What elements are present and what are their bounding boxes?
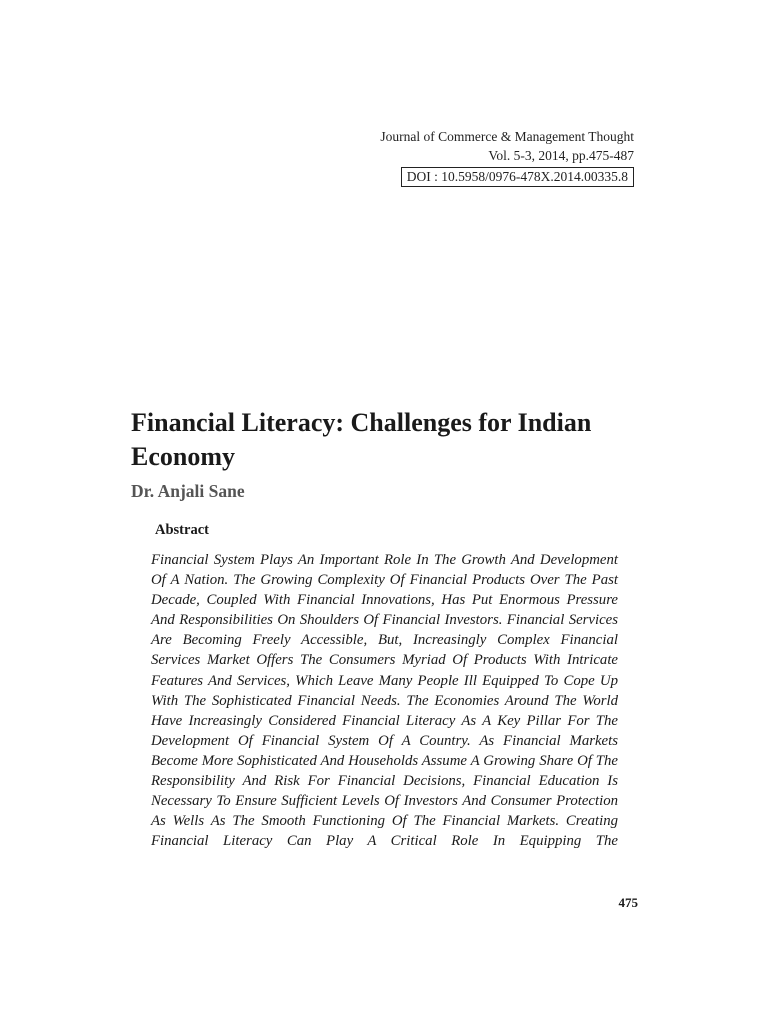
volume-info: Vol. 5-3, 2014, pp.475-487 xyxy=(488,148,634,163)
journal-header xyxy=(380,127,634,187)
page-number: 475 xyxy=(618,895,638,910)
article-title: Financial Literacy: Challenges for Indian Economy xyxy=(131,408,592,471)
doi-box: DOI : 10.5958/0976-478X.2014.00335.8 xyxy=(401,167,634,187)
abstract-heading: Abstract xyxy=(155,522,209,538)
abstract-body: Financial System Plays An Important Role In The Growth And Development Of A Nation. The Growing Complexity Of Financial Products Over The Past Decade, Coupled With Financial Innovations, Has Put Enormous Pressure And Responsibilities On Shoulders Of Financial Investors. Financial Services Are Becoming Freely Accessible, But, Increasingly Complex Financial Services Market Offers The Consumers Myriad Of Products With Intricate Features And Services, Which Leave Many People Ill Equipped To Cope Up With The Sophisticated Financial Needs. The Economies Around The World Have Increasingly Considered Financial Literacy As A Key Pillar For The Development Of Financial System Of A Country. As Financial Markets Become More Sophisticated And Households Assume A Growing Share Of The Responsibility And Risk For Financial Decisions, Financial Education Is Necessary To Ensure Sufficient Levels Of Investors And Consumer Protection As Wells As The Smooth Functioning Of The Financial Markets. Creating Financial Literacy Can Play A Critical Role In Equipping The xyxy=(151,552,618,850)
journal-name: Journal of Commerce & Management Thought xyxy=(380,129,634,144)
author-name: Dr. Anjali Sane xyxy=(131,481,245,501)
